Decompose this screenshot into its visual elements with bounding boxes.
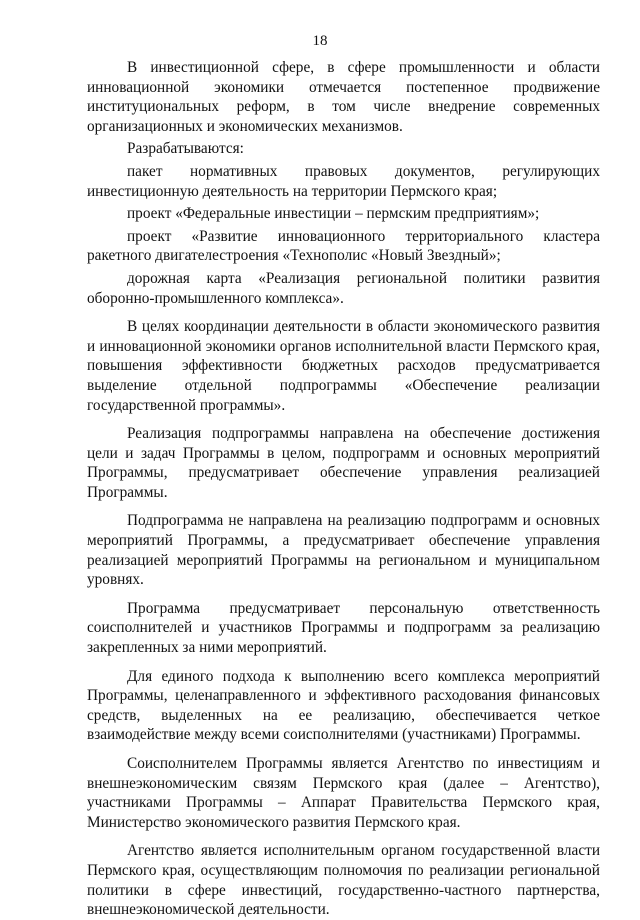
paragraph-coordination: В целях координации деятельности в области экономического развития и инновационной экономики органов исполнительной власти Пермского края, повышения эффективности бюджетных расходов предусматривается выделение отдельной подпрограммы «Обеспечение реализации государственной программы». (87, 318, 600, 414)
paragraph-technopolis-project: проект «Развитие инновационного территориального кластера ракетного двигателестроения «Технополис «Новый Звездный»; (87, 227, 600, 265)
paragraph-co-executor: Соисполнителем Программы является Агентство по инвестициям и внешнеэкономическим связям Пермского края (далее – Агентство), участниками Программы – Аппарат Правительства Пермского края, Министерство экономического развития Пермского края. (87, 755, 600, 831)
document-body (87, 58, 600, 920)
paragraph-subprogram-implementation: Реализация подпрограммы направлена на обеспечение достижения цели и задач Программы в целом, подпрограмм и основных мероприятий Программы, предусматривает обеспечение управления реализацией Программы. (87, 425, 600, 501)
paragraph-agency-description: Агентство является исполнительным органом государственной власти Пермского края, осуществляющим полномочия по реализации региональной политики в сфере инвестиций, государственно-частного партнерства, внешнеэкономической деятельности. (87, 842, 600, 919)
paragraph-regulatory-package: пакет нормативных правовых документов, регулирующих инвестиционную деятельность на территории Пермского края; (87, 162, 600, 200)
paragraph-being-developed: Разрабатываются: (127, 140, 244, 158)
paragraph-defense-roadmap: дорожная карта «Реализация региональной политики развития оборонно-промышленного комплекса». (87, 269, 600, 307)
paragraph-investment-sphere: В инвестиционной сфере, в сфере промышленности и области инновационной экономики отмечается постепенное продвижение институциональных реформ, в том числе внедрение современных организационных и экономических механизмов. (87, 59, 600, 135)
paragraph-responsibility: Программа предусматривает персональную ответственность соисполнителей и участников Программы и подпрограмм за реализацию закрепленных за ними мероприятий. (87, 599, 600, 657)
paragraph-subprogram-scope: Подпрограмма не направлена на реализацию подпрограмм и основных мероприятий Программы, а предусматривает обеспечение управления реализацией мероприятий Программы на региональном и муниципальном уровнях. (87, 512, 600, 589)
paragraph-federal-investments-project: проект «Федеральные инвестиции – пермским предприятиям»; (127, 205, 540, 223)
page-number: 18 (312, 33, 328, 49)
paragraph-unified-approach: Для единого подхода к выполнению всего комплекса мероприятий Программы, целенаправленного и эффективного расходования финансовых средств, выделенных на ее реализацию, обеспечивается четкое взаимодействие между всеми соисполнителями (участниками) Программы. (87, 667, 600, 744)
